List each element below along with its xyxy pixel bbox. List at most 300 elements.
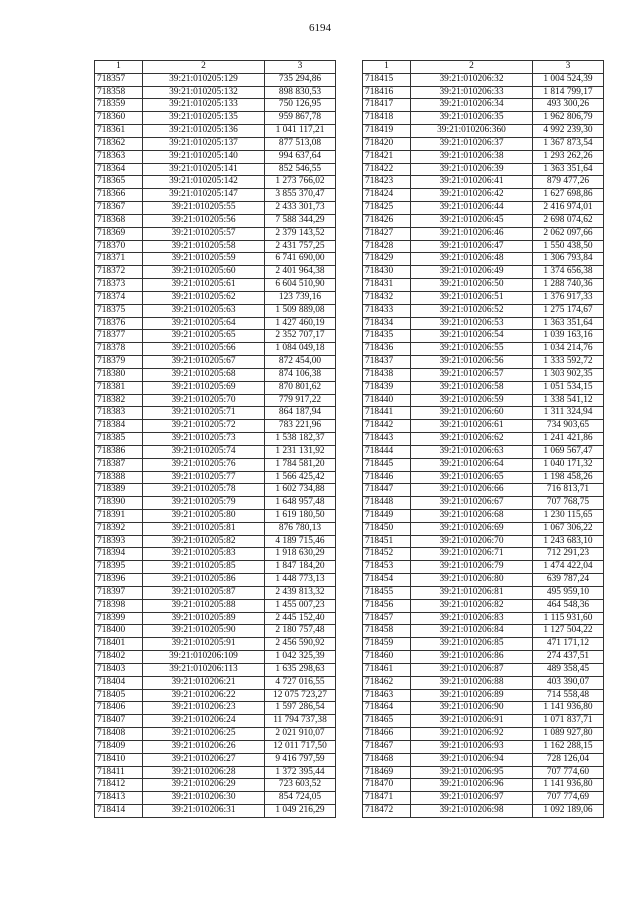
row-number: 718403 — [95, 663, 143, 676]
row-number: 718378 — [95, 343, 143, 356]
cadastral-value: 493 300,26 — [533, 99, 604, 112]
cadastral-value: 1 069 567,47 — [533, 445, 604, 458]
cadastral-number: 39:21:010205:61 — [143, 279, 265, 292]
cadastral-number: 39:21:010205:56 — [143, 214, 265, 227]
table-row — [95, 471, 336, 484]
cadastral-value: 4 727 016,55 — [265, 676, 336, 689]
table-row — [95, 663, 336, 676]
cadastral-value: 2 021 910,07 — [265, 728, 336, 741]
cadastral-number: 39:21:010206:84 — [411, 625, 533, 638]
table-row — [95, 458, 336, 471]
cadastral-value: 750 126,95 — [265, 99, 336, 112]
row-number: 718413 — [95, 792, 143, 805]
row-number: 718456 — [363, 599, 411, 612]
row-number: 718384 — [95, 420, 143, 433]
cadastral-value: 1 275 174,67 — [533, 304, 604, 317]
cadastral-number: 39:21:010206:27 — [143, 753, 265, 766]
table-row — [363, 163, 604, 176]
cadastral-value: 1 089 927,80 — [533, 728, 604, 741]
cadastral-number: 39:21:010205:135 — [143, 112, 265, 125]
table-row — [363, 317, 604, 330]
table-row — [95, 638, 336, 651]
row-number: 718450 — [363, 522, 411, 535]
table-row — [363, 548, 604, 561]
row-number: 718434 — [363, 317, 411, 330]
cadastral-number: 39:21:010205:136 — [143, 125, 265, 138]
cadastral-number: 39:21:010206:113 — [143, 663, 265, 676]
cadastral-number: 39:21:010205:66 — [143, 343, 265, 356]
row-number: 718419 — [363, 125, 411, 138]
cadastral-number: 39:21:010206:65 — [411, 471, 533, 484]
cadastral-number: 39:21:010206:38 — [411, 150, 533, 163]
row-number: 718408 — [95, 728, 143, 741]
column-header: 1 — [95, 61, 143, 74]
table-row — [95, 484, 336, 497]
row-number: 718390 — [95, 497, 143, 510]
cadastral-value: 1 376 917,33 — [533, 291, 604, 304]
row-number: 718446 — [363, 471, 411, 484]
cadastral-value: 1 051 534,15 — [533, 381, 604, 394]
cadastral-value: 1 648 957,48 — [265, 497, 336, 510]
cadastral-value: 1 474 422,04 — [533, 561, 604, 574]
cadastral-number: 39:21:010206:28 — [143, 766, 265, 779]
row-number: 718415 — [363, 73, 411, 86]
cadastral-number: 39:21:010206:93 — [411, 740, 533, 753]
row-number: 718363 — [95, 150, 143, 163]
table-row — [95, 240, 336, 253]
row-number: 718410 — [95, 753, 143, 766]
table-row — [363, 112, 604, 125]
cadastral-value: 403 390,07 — [533, 676, 604, 689]
row-number: 718374 — [95, 291, 143, 304]
cadastral-number: 39:21:010206:33 — [411, 86, 533, 99]
cadastral-value: 1 918 630,29 — [265, 548, 336, 561]
row-number: 718451 — [363, 535, 411, 548]
row-number: 718358 — [95, 86, 143, 99]
table-row — [363, 497, 604, 510]
cadastral-number: 39:21:010205:68 — [143, 368, 265, 381]
row-number: 718406 — [95, 702, 143, 715]
cadastral-number: 39:21:010206:32 — [411, 73, 533, 86]
row-number: 718462 — [363, 676, 411, 689]
column-header: 3 — [265, 61, 336, 74]
table-row — [95, 433, 336, 446]
cadastral-number: 39:21:010205:65 — [143, 330, 265, 343]
cadastral-number: 39:21:010205:87 — [143, 586, 265, 599]
cadastral-value: 1 367 873,54 — [533, 137, 604, 150]
cadastral-value: 1 231 131,92 — [265, 445, 336, 458]
cadastral-number: 39:21:010205:60 — [143, 266, 265, 279]
row-number: 718464 — [363, 702, 411, 715]
cadastral-value: 12 075 723,27 — [265, 689, 336, 702]
table-row — [95, 740, 336, 753]
row-number: 718423 — [363, 176, 411, 189]
cadastral-value: 1 538 182,37 — [265, 433, 336, 446]
cadastral-number: 39:21:010205:72 — [143, 420, 265, 433]
table-row — [363, 805, 604, 818]
row-number: 718372 — [95, 266, 143, 279]
cadastral-value: 1 039 163,16 — [533, 330, 604, 343]
table-row — [363, 202, 604, 215]
table-row — [363, 535, 604, 548]
row-number: 718426 — [363, 214, 411, 227]
cadastral-number: 39:21:010206:91 — [411, 715, 533, 728]
row-number: 718443 — [363, 433, 411, 446]
cadastral-value: 1 040 171,32 — [533, 458, 604, 471]
row-number: 718460 — [363, 651, 411, 664]
cadastral-number: 39:21:010206:67 — [411, 497, 533, 510]
cadastral-number: 39:21:010205:62 — [143, 291, 265, 304]
cadastral-value: 877 513,08 — [265, 137, 336, 150]
cadastral-number: 39:21:010205:91 — [143, 638, 265, 651]
cadastral-value: 2 352 707,17 — [265, 330, 336, 343]
column-header: 1 — [363, 61, 411, 74]
cadastral-number: 39:21:010205:79 — [143, 497, 265, 510]
cadastral-value: 1 041 117,21 — [265, 125, 336, 138]
table-row — [363, 574, 604, 587]
cadastral-value: 1 067 306,22 — [533, 522, 604, 535]
table-row — [363, 779, 604, 792]
cadastral-number: 39:21:010205:137 — [143, 137, 265, 150]
table-row — [95, 651, 336, 664]
table-row — [363, 740, 604, 753]
cadastral-number: 39:21:010206:34 — [411, 99, 533, 112]
cadastral-value: 1 127 504,22 — [533, 625, 604, 638]
cadastral-value: 2 445 152,40 — [265, 612, 336, 625]
cadastral-number: 39:21:010206:89 — [411, 689, 533, 702]
table-header-row — [363, 61, 604, 74]
cadastral-value: 1 448 773,13 — [265, 574, 336, 587]
cadastral-number: 39:21:010205:70 — [143, 394, 265, 407]
table-row — [363, 214, 604, 227]
table-row — [363, 137, 604, 150]
table-row — [363, 330, 604, 343]
table-row — [363, 509, 604, 522]
cadastral-value: 1 141 936,80 — [533, 702, 604, 715]
cadastral-number: 39:21:010205:69 — [143, 381, 265, 394]
cadastral-value: 4 992 239,30 — [533, 125, 604, 138]
table-row — [95, 125, 336, 138]
row-number: 718470 — [363, 779, 411, 792]
row-number: 718427 — [363, 227, 411, 240]
table-row — [363, 625, 604, 638]
cadastral-value: 1 363 351,64 — [533, 317, 604, 330]
row-number: 718400 — [95, 625, 143, 638]
cadastral-value: 7 588 344,29 — [265, 214, 336, 227]
cadastral-value: 1 042 325,39 — [265, 651, 336, 664]
cadastral-value: 1 243 683,10 — [533, 535, 604, 548]
cadastral-value: 2 180 757,48 — [265, 625, 336, 638]
table-row — [363, 689, 604, 702]
row-number: 718422 — [363, 163, 411, 176]
row-number: 718435 — [363, 330, 411, 343]
cadastral-number: 39:21:010206:87 — [411, 663, 533, 676]
row-number: 718376 — [95, 317, 143, 330]
table-row — [363, 420, 604, 433]
table-row — [363, 150, 604, 163]
cadastral-value: 2 698 074,62 — [533, 214, 604, 227]
row-number: 718424 — [363, 189, 411, 202]
cadastral-number: 39:21:010206:54 — [411, 330, 533, 343]
cadastral-number: 39:21:010206:30 — [143, 792, 265, 805]
cadastral-value: 716 813,71 — [533, 484, 604, 497]
cadastral-number: 39:21:010206:71 — [411, 548, 533, 561]
cadastral-number: 39:21:010206:90 — [411, 702, 533, 715]
cadastral-number: 39:21:010206:82 — [411, 599, 533, 612]
cadastral-value: 1 288 740,36 — [533, 279, 604, 292]
table-row — [363, 715, 604, 728]
cadastral-number: 39:21:010206:45 — [411, 214, 533, 227]
row-number: 718430 — [363, 266, 411, 279]
cadastral-value: 879 477,26 — [533, 176, 604, 189]
row-number: 718440 — [363, 394, 411, 407]
table-row — [363, 561, 604, 574]
table-row — [363, 445, 604, 458]
cadastral-number: 39:21:010206:26 — [143, 740, 265, 753]
cadastral-number: 39:21:010205:133 — [143, 99, 265, 112]
cadastral-number: 39:21:010205:71 — [143, 407, 265, 420]
cadastral-number: 39:21:010205:77 — [143, 471, 265, 484]
table-row — [363, 304, 604, 317]
table-row — [363, 522, 604, 535]
cadastral-value: 1 784 581,20 — [265, 458, 336, 471]
cadastral-value: 1 550 438,50 — [533, 240, 604, 253]
table-row — [95, 330, 336, 343]
cadastral-table-right — [362, 60, 604, 818]
row-number: 718396 — [95, 574, 143, 587]
cadastral-value: 898 830,53 — [265, 86, 336, 99]
row-number: 718389 — [95, 484, 143, 497]
row-number: 718383 — [95, 407, 143, 420]
cadastral-value: 723 603,52 — [265, 779, 336, 792]
cadastral-number: 39:21:010206:46 — [411, 227, 533, 240]
row-number: 718360 — [95, 112, 143, 125]
table-row — [95, 792, 336, 805]
cadastral-number: 39:21:010206:47 — [411, 240, 533, 253]
cadastral-value: 854 724,05 — [265, 792, 336, 805]
row-number: 718366 — [95, 189, 143, 202]
cadastral-number: 39:21:010205:140 — [143, 150, 265, 163]
row-number: 718445 — [363, 458, 411, 471]
table-row — [363, 394, 604, 407]
table-row — [95, 445, 336, 458]
row-number: 718373 — [95, 279, 143, 292]
table-row — [363, 638, 604, 651]
table-row — [95, 625, 336, 638]
row-number: 718461 — [363, 663, 411, 676]
page-number: 6194 — [309, 22, 331, 34]
cadastral-value: 1 034 214,76 — [533, 343, 604, 356]
row-number: 718448 — [363, 497, 411, 510]
cadastral-number: 39:21:010206:92 — [411, 728, 533, 741]
row-number: 718455 — [363, 586, 411, 599]
row-number: 718377 — [95, 330, 143, 343]
cadastral-number: 39:21:010205:129 — [143, 73, 265, 86]
cadastral-value: 495 959,10 — [533, 586, 604, 599]
table-row — [95, 150, 336, 163]
cadastral-number: 39:21:010206:98 — [411, 805, 533, 818]
row-number: 718397 — [95, 586, 143, 599]
cadastral-number: 39:21:010205:90 — [143, 625, 265, 638]
row-number: 718387 — [95, 458, 143, 471]
row-number: 718370 — [95, 240, 143, 253]
row-number: 718359 — [95, 99, 143, 112]
cadastral-value: 1 338 541,12 — [533, 394, 604, 407]
table-row — [363, 433, 604, 446]
cadastral-value: 471 171,12 — [533, 638, 604, 651]
cadastral-value: 274 437,51 — [533, 651, 604, 664]
cadastral-value: 1 602 734,88 — [265, 484, 336, 497]
cadastral-value: 1 427 460,19 — [265, 317, 336, 330]
cadastral-value: 1 455 007,23 — [265, 599, 336, 612]
row-number: 718364 — [95, 163, 143, 176]
cadastral-value: 1 627 698,86 — [533, 189, 604, 202]
row-number: 718454 — [363, 574, 411, 587]
row-number: 718429 — [363, 253, 411, 266]
cadastral-value: 1 619 180,50 — [265, 509, 336, 522]
table-row — [363, 766, 604, 779]
cadastral-value: 2 431 757,25 — [265, 240, 336, 253]
row-number: 718404 — [95, 676, 143, 689]
cadastral-value: 1 004 524,39 — [533, 73, 604, 86]
cadastral-value: 707 774,69 — [533, 792, 604, 805]
table-row — [95, 420, 336, 433]
cadastral-value: 1 509 889,08 — [265, 304, 336, 317]
cadastral-number: 39:21:010206:66 — [411, 484, 533, 497]
row-number: 718401 — [95, 638, 143, 651]
table-row — [363, 86, 604, 99]
table-row — [363, 792, 604, 805]
cadastral-number: 39:21:010205:85 — [143, 561, 265, 574]
table-row — [95, 317, 336, 330]
cadastral-number: 39:21:010206:23 — [143, 702, 265, 715]
cadastral-value: 1 597 286,54 — [265, 702, 336, 715]
table-row — [95, 574, 336, 587]
cadastral-number: 39:21:010206:96 — [411, 779, 533, 792]
row-number: 718441 — [363, 407, 411, 420]
cadastral-number: 39:21:010205:147 — [143, 189, 265, 202]
table-row — [95, 189, 336, 202]
cadastral-number: 39:21:010206:31 — [143, 805, 265, 818]
table-row — [95, 715, 336, 728]
table-row — [363, 227, 604, 240]
table-row — [95, 702, 336, 715]
table-row — [363, 702, 604, 715]
cadastral-number: 39:21:010206:83 — [411, 612, 533, 625]
cadastral-value: 872 454,00 — [265, 356, 336, 369]
table-row — [95, 356, 336, 369]
row-number: 718361 — [95, 125, 143, 138]
cadastral-value: 1 084 049,18 — [265, 343, 336, 356]
cadastral-number: 39:21:010205:57 — [143, 227, 265, 240]
row-number: 718444 — [363, 445, 411, 458]
cadastral-value: 1 230 115,65 — [533, 509, 604, 522]
cadastral-value: 779 917,22 — [265, 394, 336, 407]
cadastral-number: 39:21:010205:83 — [143, 548, 265, 561]
cadastral-number: 39:21:010206:79 — [411, 561, 533, 574]
table-row — [95, 766, 336, 779]
cadastral-value: 1 847 184,20 — [265, 561, 336, 574]
row-number: 718431 — [363, 279, 411, 292]
cadastral-value: 1 049 216,29 — [265, 805, 336, 818]
cadastral-number: 39:21:010205:76 — [143, 458, 265, 471]
table-row — [363, 484, 604, 497]
cadastral-number: 39:21:010205:67 — [143, 356, 265, 369]
row-number: 718379 — [95, 356, 143, 369]
table-row — [363, 125, 604, 138]
row-number: 718395 — [95, 561, 143, 574]
table-row — [95, 99, 336, 112]
cadastral-value: 9 416 797,59 — [265, 753, 336, 766]
cadastral-number: 39:21:010205:82 — [143, 535, 265, 548]
table-row — [363, 343, 604, 356]
cadastral-number: 39:21:010205:78 — [143, 484, 265, 497]
cadastral-number: 39:21:010205:73 — [143, 433, 265, 446]
table-row — [363, 651, 604, 664]
row-number: 718388 — [95, 471, 143, 484]
table-row — [363, 599, 604, 612]
row-number: 718381 — [95, 381, 143, 394]
table-row — [95, 163, 336, 176]
table-row — [363, 73, 604, 86]
table-row — [95, 753, 336, 766]
cadastral-value: 735 294,86 — [265, 73, 336, 86]
table-row — [95, 407, 336, 420]
row-number: 718371 — [95, 253, 143, 266]
column-header: 3 — [533, 61, 604, 74]
cadastral-number: 39:21:010205:81 — [143, 522, 265, 535]
cadastral-number: 39:21:010205:59 — [143, 253, 265, 266]
table-row — [95, 291, 336, 304]
cadastral-number: 39:21:010206:59 — [411, 394, 533, 407]
cadastral-value: 1 141 936,80 — [533, 779, 604, 792]
table-row — [95, 599, 336, 612]
row-number: 718362 — [95, 137, 143, 150]
cadastral-value: 1 311 324,94 — [533, 407, 604, 420]
row-number: 718467 — [363, 740, 411, 753]
cadastral-number: 39:21:010205:142 — [143, 176, 265, 189]
cadastral-number: 39:21:010206:85 — [411, 638, 533, 651]
table-header-row — [95, 61, 336, 74]
row-number: 718399 — [95, 612, 143, 625]
cadastral-value: 1 071 837,71 — [533, 715, 604, 728]
table-row — [95, 522, 336, 535]
row-number: 718420 — [363, 137, 411, 150]
row-number: 718411 — [95, 766, 143, 779]
cadastral-number: 39:21:010205:63 — [143, 304, 265, 317]
table-row — [363, 279, 604, 292]
table-body — [95, 73, 336, 817]
cadastral-number: 39:21:010206:55 — [411, 343, 533, 356]
cadastral-value: 1 566 425,42 — [265, 471, 336, 484]
cadastral-table-left — [94, 60, 336, 818]
cadastral-value: 489 358,45 — [533, 663, 604, 676]
table-row — [363, 407, 604, 420]
cadastral-value: 1 814 799,17 — [533, 86, 604, 99]
cadastral-value: 12 011 717,50 — [265, 740, 336, 753]
cadastral-value: 2 456 590,92 — [265, 638, 336, 651]
cadastral-value: 783 221,96 — [265, 420, 336, 433]
table-row — [363, 189, 604, 202]
cadastral-value: 1 293 262,26 — [533, 150, 604, 163]
row-number: 718385 — [95, 433, 143, 446]
cadastral-value: 6 604 510,90 — [265, 279, 336, 292]
row-number: 718425 — [363, 202, 411, 215]
cadastral-number: 39:21:010206:58 — [411, 381, 533, 394]
row-number: 718417 — [363, 99, 411, 112]
cadastral-number: 39:21:010205:64 — [143, 317, 265, 330]
table-row — [363, 368, 604, 381]
